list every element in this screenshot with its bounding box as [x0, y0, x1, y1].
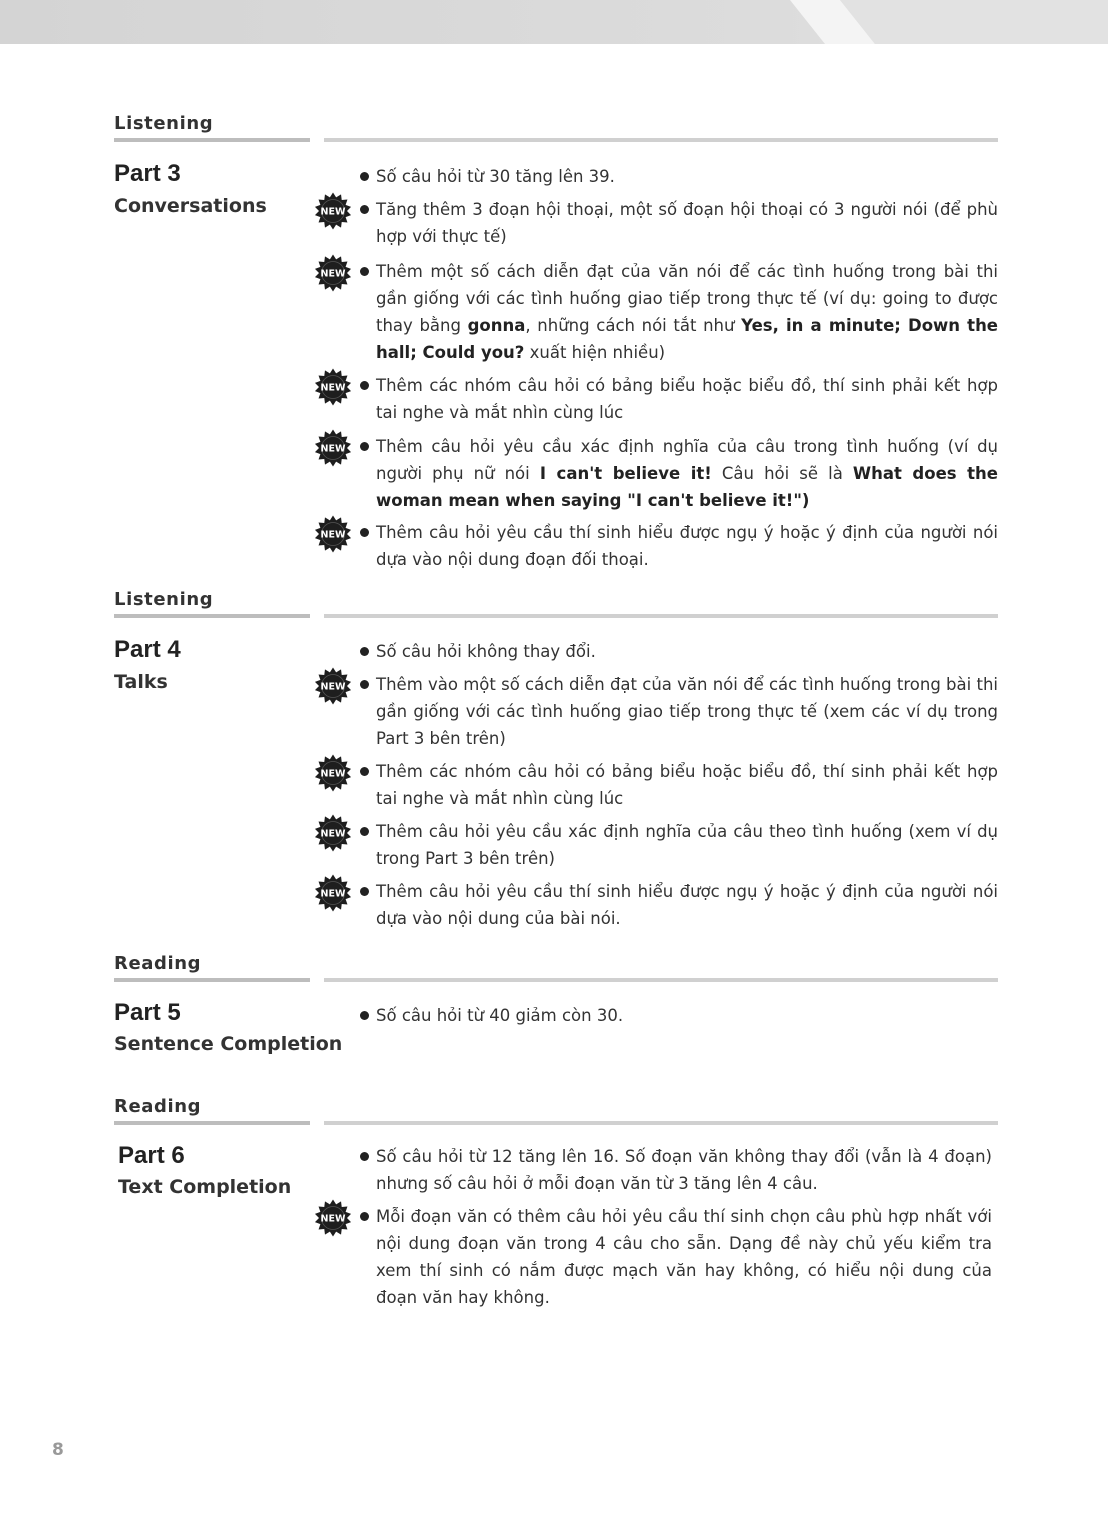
bullet-dot — [360, 442, 369, 451]
bullet-item — [360, 433, 998, 514]
section-label: Listening — [114, 113, 214, 134]
section-divider — [114, 138, 310, 142]
bullet-item — [360, 163, 998, 190]
section-divider — [114, 614, 310, 618]
bullet-text: Mỗi đoạn văn có thêm câu hỏi yêu cầu thí sinh chọn câu phù hợp nhất với nội dung đoạn văn trong 4 câu cho sẵn. Dạng đề này chủ yếu kiểm tra xem thí sinh có nắm được mạch văn hay không, có hiểu nội dung của đoạn văn hay không. — [376, 1207, 992, 1307]
new-badge-label: NEW — [320, 1213, 346, 1225]
bullet-text: Thêm một số cách diễn đạt của văn nói để các tình huống trong bài thi gần giống với các tình huống giao tiếp trong thực tế (ví dụ: going to được thay bằng gonna, những cách nói tắt như Yes, in a minute; Down the hall; Could you? xuất hiện nhiều) — [376, 262, 999, 362]
section-divider — [114, 1121, 310, 1125]
new-badge-icon — [314, 1199, 352, 1237]
bullet-dot — [360, 887, 369, 896]
bullet-item — [360, 758, 998, 812]
bullet-item — [360, 1143, 992, 1197]
bullet-dot — [360, 267, 369, 276]
section-divider — [114, 978, 310, 982]
part-title: Part 6 — [118, 1142, 185, 1169]
bullet-text: Thêm câu hỏi yêu cầu xác định nghĩa của câu theo tình huống (xem ví dụ trong Part 3 bên trên) — [376, 822, 998, 868]
new-badge-icon — [314, 515, 352, 553]
bullet-text: Thêm các nhóm câu hỏi có bảng biểu hoặc biểu đồ, thí sinh phải kết hợp tai nghe và mắt nhìn cùng lúc — [376, 376, 998, 422]
new-badge-label: NEW — [320, 529, 346, 541]
bullet-text: Thêm câu hỏi yêu cầu xác định nghĩa của câu trong tình huống (ví dụ người phụ nữ nói I can't believe it! Câu hỏi sẽ là What does the woman mean when saying "I can't believe it!") — [376, 437, 998, 510]
section-divider — [324, 978, 998, 982]
bullet-item — [360, 818, 998, 872]
new-badge-label: NEW — [320, 681, 346, 693]
bullet-item — [360, 638, 998, 665]
bullet-item — [360, 196, 998, 250]
new-badge-icon — [314, 192, 352, 230]
bullet-text: Số câu hỏi từ 12 tăng lên 16. Số đoạn văn không thay đổi (vẫn là 4 đoạn) nhưng số câu hỏi ở mỗi đoạn văn từ 3 tăng lên 4 câu. — [376, 1147, 992, 1193]
bullet-dot — [360, 1212, 369, 1221]
bullet-text: Số câu hỏi từ 30 tăng lên 39. — [376, 167, 615, 186]
section-label: Reading — [114, 953, 202, 974]
bullet-text: Tăng thêm 3 đoạn hội thoại, một số đoạn hội thoại có 3 người nói (để phù hợp với thực tế) — [376, 200, 998, 246]
part-subtitle: Talks — [114, 671, 168, 693]
bullet-item — [360, 1203, 992, 1311]
new-badge-icon — [314, 429, 352, 467]
bullet-dot — [360, 1011, 369, 1020]
bullet-item — [360, 372, 998, 426]
new-badge-label: NEW — [320, 443, 346, 455]
bullet-text: Số câu hỏi không thay đổi. — [376, 642, 596, 661]
bullet-dot — [360, 680, 369, 689]
bullet-item — [360, 258, 998, 366]
new-badge-label: NEW — [320, 382, 346, 394]
new-badge-icon — [314, 814, 352, 852]
new-badge-label: NEW — [320, 206, 346, 218]
section-label: Reading — [114, 1096, 202, 1117]
part-title: Part 3 — [114, 160, 181, 187]
bullet-dot — [360, 827, 369, 836]
bullet-dot — [360, 647, 369, 656]
part-subtitle: Text Completion — [118, 1176, 292, 1198]
bullet-dot — [360, 381, 369, 390]
bullet-item — [360, 519, 998, 573]
bullet-dot — [360, 205, 369, 214]
section-divider — [324, 1121, 998, 1125]
page-number: 8 — [52, 1440, 64, 1460]
bullet-dot — [360, 172, 369, 181]
part-subtitle: Sentence Completion — [114, 1033, 343, 1055]
header-band — [0, 0, 1108, 44]
bullet-text: Thêm câu hỏi yêu cầu thí sinh hiểu được ngụ ý hoặc ý định của người nói dựa vào nội dung đoạn đối thoại. — [376, 523, 998, 569]
bullet-dot — [360, 528, 369, 537]
bullet-text: Số câu hỏi từ 40 giảm còn 30. — [376, 1006, 624, 1025]
bullet-dot — [360, 767, 369, 776]
new-badge-icon — [314, 667, 352, 705]
bullet-dot — [360, 1152, 369, 1161]
new-badge-label: NEW — [320, 768, 346, 780]
new-badge-icon — [314, 254, 352, 292]
new-badge-label: NEW — [320, 888, 346, 900]
bullet-text: Thêm câu hỏi yêu cầu thí sinh hiểu được ngụ ý hoặc ý định của người nói dựa vào nội dung của bài nói. — [376, 882, 998, 928]
part-title: Part 4 — [114, 636, 181, 663]
new-badge-icon — [314, 874, 352, 912]
bullet-text: Thêm các nhóm câu hỏi có bảng biểu hoặc biểu đồ, thí sinh phải kết hợp tai nghe và mắt nhìn cùng lúc — [376, 762, 998, 808]
part-title: Part 5 — [114, 999, 181, 1026]
section-divider — [324, 138, 998, 142]
section-divider — [324, 614, 998, 618]
bullet-text: Thêm vào một số cách diễn đạt của văn nói để các tình huống trong bài thi gần giống với các tình huống giao tiếp trong thực tế (xem các ví dụ trong Part 3 bên trên) — [376, 675, 998, 748]
bullet-item — [360, 671, 998, 752]
new-badge-label: NEW — [320, 268, 346, 280]
bullet-item — [360, 878, 998, 932]
part-subtitle: Conversations — [114, 195, 267, 217]
bullet-item — [360, 1002, 998, 1029]
new-badge-icon — [314, 368, 352, 406]
new-badge-icon — [314, 754, 352, 792]
section-label: Listening — [114, 589, 214, 610]
new-badge-label: NEW — [320, 828, 346, 840]
